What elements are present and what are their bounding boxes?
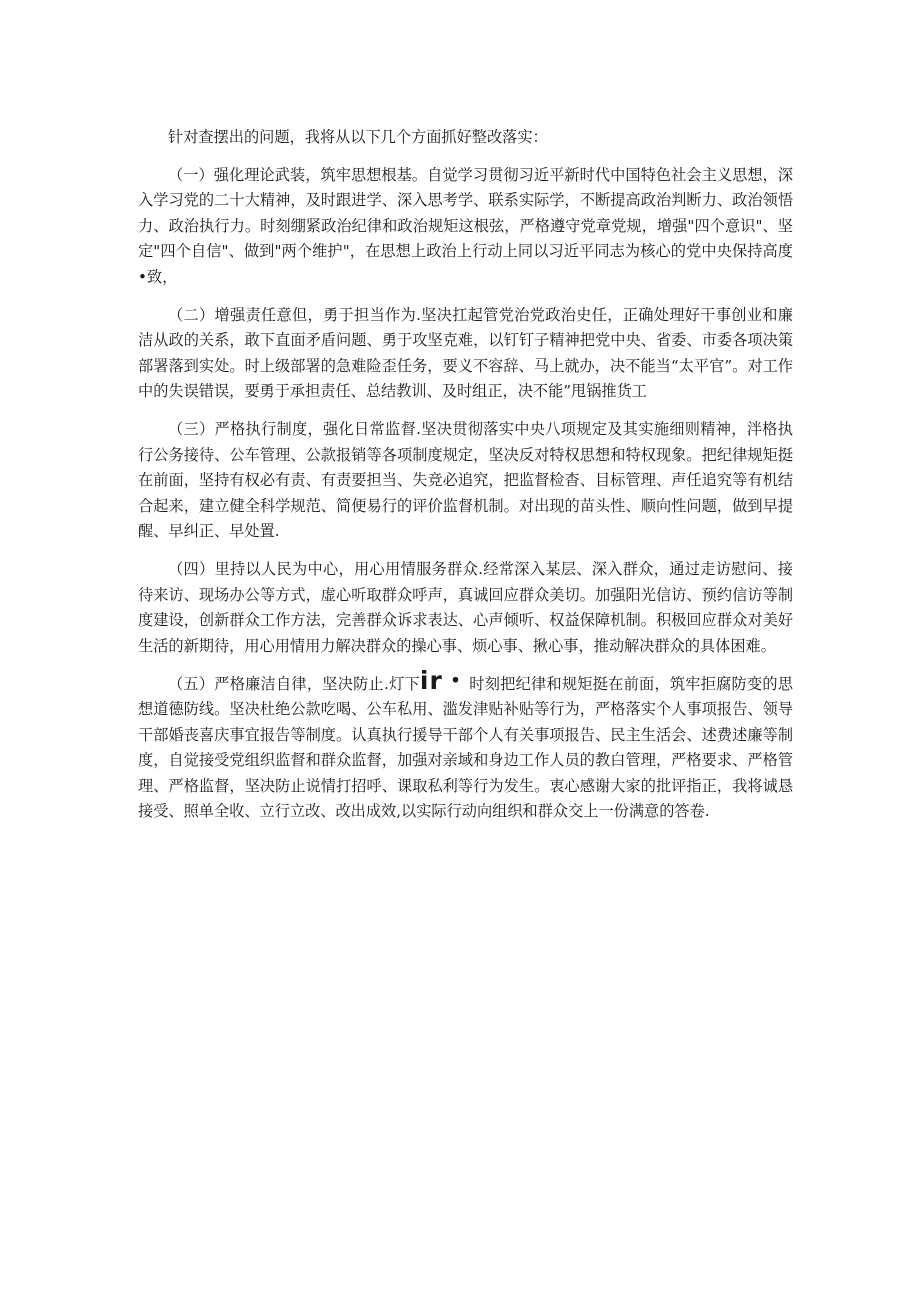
intro-paragraph: 针对查摆出的问题，我将从以下几个方面抓好整改落实： xyxy=(168,128,548,146)
paragraph-3: （三）严格执行制度，强化日常监督.坚决贯彻落实中央八项规定及其实施细则精神，泮格执行公务接待、公车管理、公款报销等各项制度规定，坚决反对特权思想和特权现象。把纪律规矩挺在前面，坚持有权必有责、有责要担当、失竞必追究，把监督检杳、目标管理、声任追究等有机结合起来，建立健全科学规范、简便易行的评价监督机制。对出现的苗头性、顺向性问题，做到早提醒、早纠正、早处置. xyxy=(138,420,793,540)
paragraph-1: （一）强化理论武装，筑牢思想根基。自觉学习贯彻习近平新时代中国特色社会主义思想，深入学习党的二十大精神，及时跟进学、深入思考学、联系实际学，不断提高政治判断力、政治领悟力、政治执行力。时刻绷紧政治纪律和政治规矩这根弦，严格遵守党章党规，增强"四个意识"、坚定"四个自信"、做到"两个维护"，在思想上政治上行动上同以习近平同志为核心的党中央保持高度•致， xyxy=(138,165,793,286)
paragraph-5-ocr-glitch: ir・ xyxy=(419,665,470,695)
paragraph-5-text-after: 时刻把纪律和规矩挺在前面，筑牢拒腐防变的思想道德防线。坚决杜绝公款吃喝、公车私用、滥发津贴补贴等行为，严格落实个人事项报告、领导干部婚丧喜庆事宜报告等制度。认真执行援导干部个人有关事项报告、民主生活会、述费述廉等制度，自觉接受党组织监督和群众监督，加强对亲域和身边工作人员的教白管理，严格要求、严格管理、严格监督，坚决防止说情打招呼、课取私利等行为发生。衷心感谢大家的批评指正，我将诚恳接受、照单全收、立行立改、改出成效,以实际行动向组织和群众交上一份满意的答卷. xyxy=(138,674,794,820)
document-body xyxy=(138,125,793,837)
paragraph-5-text-before: （五）严格廉洁自律，坚决防止.灯下 xyxy=(168,674,420,693)
paragraph-5 xyxy=(138,665,794,825)
paragraph-4: （四）里持以人民为中心，用心用情服务群众.经常深入某层、深入群众，通过走访慰问、接待来访、现场办公等方式，虚心听取群众呼声，真诚回应群众美切。加强阳光信访、预约信访等制度建设，创新群众工作方法，完善群众诉求表达、心声倾听、权益保障机制。积极回应群众对美好生活的新期待，用心用情用力解决群众的操心事、烦心事、揪心事，推动解决群众的具体困难。 xyxy=(138,560,793,655)
paragraph-2: （二）增强责任意但，勇于担当作为.坚决扛起管党治党政治史任，正确处理好干事创业和廉洁从政的关系，敢下直面矛盾问题、勇于攻坚克难，以钉钉子精神把党中央、省委、市委各项决策部署落到实处。时上级部署的急难险歪任务，要义不容辞、马上就办，决不能当“太平官”。对工作中的失误错误，要勇于承担责任、总结教训、及时组正，决不能”甩锅推货工 xyxy=(138,305,793,400)
